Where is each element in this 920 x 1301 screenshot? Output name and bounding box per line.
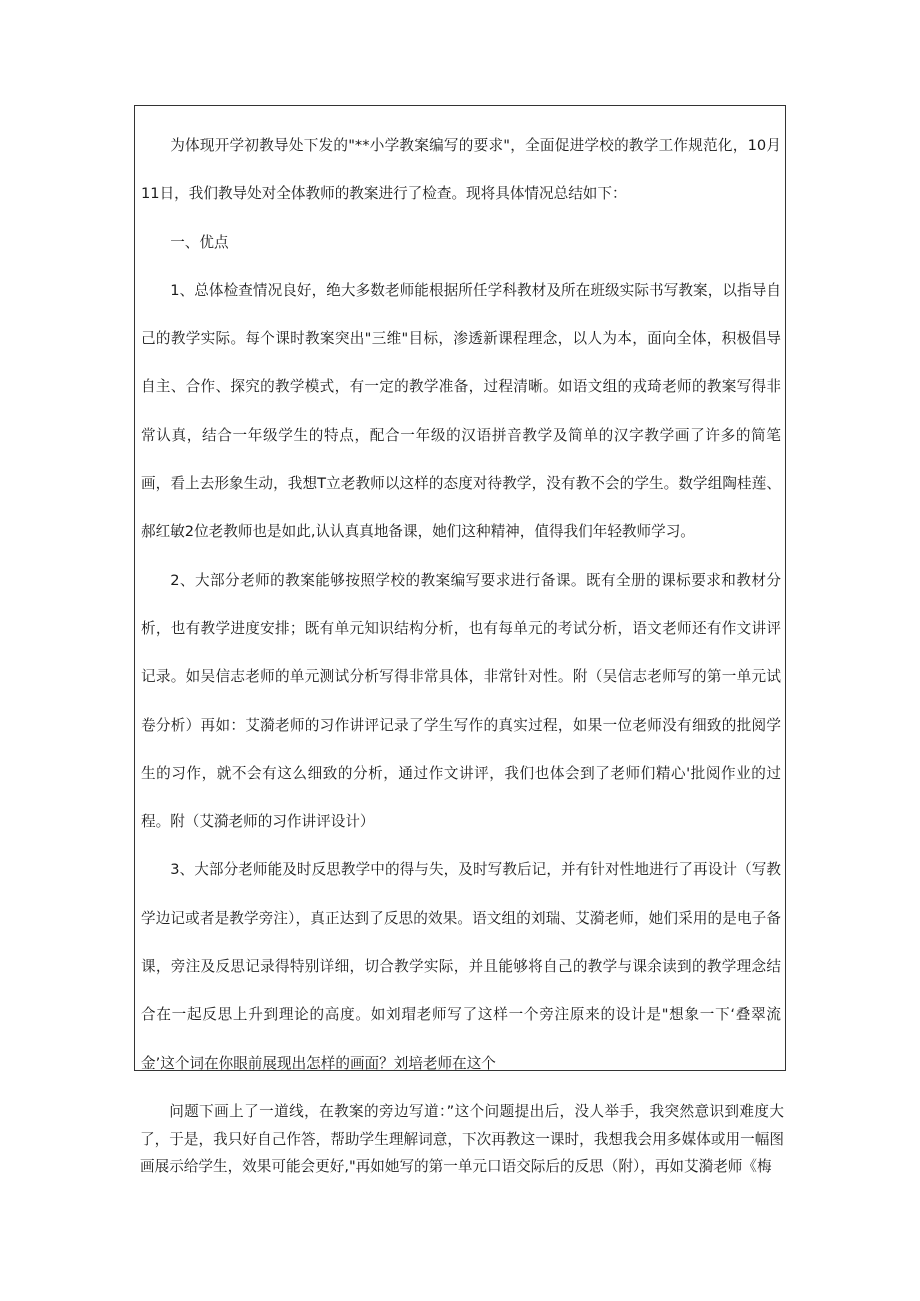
continuation-paragraph: 问题下画上了一道线，在教案的旁边写道：”这个问题提出后，没人举手，我突然意识到难度大了，于是，我只好自己作答，帮助学生理解词意，下次再教这一课时，我想我会用多媒体或用一幅图画展示给学生，效果可能会更好,"再如她写的第一单元口语交际后的反思（附），再如艾漪老师《梅 bbox=[140, 1103, 784, 1175]
point-3-paragraph: 3、大部分老师能及时反思教学中的得与失，及时写教后记，并有针对性地进行了再设计（写教学边记或者是教学旁注），真正达到了反思的效果。语文组的刘瑞、艾漪老师，她们采用的是电子备课，旁注及反思记录得特别详细，切合教学实际，并且能够将自己的教学与课余读到的教学理念结合在一起反思上升到理论的高度。如刘瑁老师写了这样一个旁注原来的设计是"想象一下‘叠翠流金’这个词在你眼前展现出怎样的画面？刘培老师在这个 bbox=[141, 861, 781, 1072]
section-heading-advantages: 一、优点 bbox=[170, 233, 229, 251]
point-2-paragraph: 2、大部分老师的教案能够按照学校的教案编写要求进行备课。既有全册的课标要求和教材分析，也有教学进度安排；既有单元知识结构分析，也有每单元的考试分析，语文老师还有作文讲评记录。如吴信志老师的单元测试分析写得非常具体，非常针对性。附（吴信志老师写的第一单元试卷分析）再如：艾漪老师的习作讲评记录了学生写作的真实过程，如果一位老师没有细致的批阅学生的习作，就不会有这么细致的分析，通过作文讲评，我们也体会到了老师们精心'批阅作业的过程。附（艾漪老师的习作讲评设计） bbox=[141, 571, 781, 831]
point-1-paragraph: 1、总体检查情况良好，绝大多数老师能根据所任学科教材及所在班级实际书写教案，以指导自己的教学实际。每个课时教案突出"三维"目标，渗透新课程理念，以人为本，面向全体，积极倡导自主、合作、探究的教学模式，有一定的教学准备，过程清晰。如语文组的戎琦老师的教案写得非常认真，结合一年级学生的特点，配合一年级的汉语拼音教学及简单的汉字教学画了许多的简笔画，看上去形象生动，我想T立老教师以这样的态度对待教学，没有教不会的学生。数学组陶桂莲、郝红敏2位老教师也是如此,认认真真地备课，她们这种精神，值得我们年轻教师学习。 bbox=[141, 281, 781, 541]
bordered-text-box bbox=[134, 105, 786, 1071]
intro-paragraph: 为体现开学初教导处下发的"**小学教案编写的要求"，全面促进学校的教学工作规范化，10月11日，我们教导处对全体教师的教案进行了检查。现将具体情况总结如下： bbox=[141, 137, 781, 203]
